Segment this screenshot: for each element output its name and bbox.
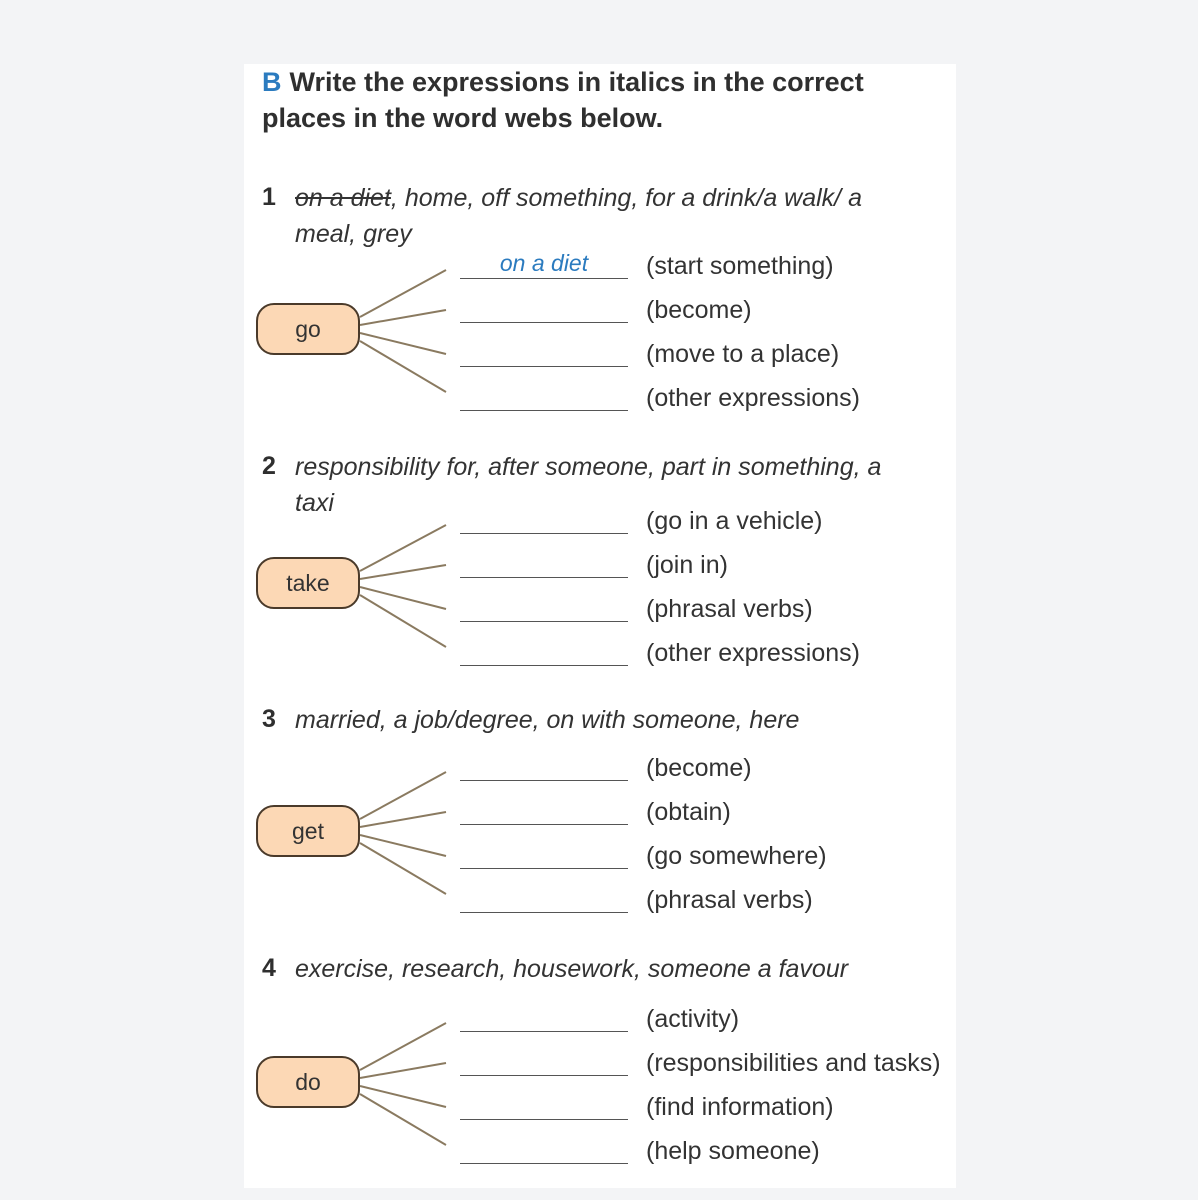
answer-blank[interactable]: [460, 278, 628, 279]
section-number: 2: [262, 452, 276, 480]
web-line: [360, 333, 446, 354]
category-label: (other expressions): [646, 384, 860, 412]
web-line: [360, 270, 446, 317]
category-label: (phrasal verbs): [646, 886, 813, 914]
answer-blank[interactable]: [460, 533, 628, 534]
category-label: (start something): [646, 252, 834, 280]
web-line: [360, 341, 446, 392]
verb-bubble: do: [256, 1056, 360, 1108]
struck-word: on a diet: [295, 184, 391, 212]
answer-blank[interactable]: [460, 577, 628, 578]
answer-blank[interactable]: [460, 410, 628, 411]
category-label: (phrasal verbs): [646, 595, 813, 623]
exercise-letter: B: [262, 67, 282, 97]
category-label: (go somewhere): [646, 842, 827, 870]
answer-blank[interactable]: [460, 1075, 628, 1076]
web-line: [360, 812, 446, 827]
answer-blank[interactable]: [460, 912, 628, 913]
category-label: (other expressions): [646, 639, 860, 667]
category-label: (obtain): [646, 798, 731, 826]
answer-blank[interactable]: [460, 868, 628, 869]
web-line: [360, 525, 446, 571]
answer-blank[interactable]: [460, 824, 628, 825]
word-list-text: married, a job/degree, on with someone, here: [295, 706, 800, 734]
web-line: [360, 587, 446, 609]
answer-blank[interactable]: [460, 1031, 628, 1032]
web-line: [360, 595, 446, 647]
category-label: (move to a place): [646, 340, 840, 368]
answer-blank[interactable]: [460, 780, 628, 781]
answer-blank[interactable]: [460, 621, 628, 622]
web-line: [360, 1023, 446, 1070]
category-label: (find information): [646, 1093, 834, 1121]
instruction-text: Write the expressions in italics in the correct places in the word webs below.: [262, 67, 864, 133]
web-line: [360, 1063, 446, 1078]
word-list-text: responsibility for, after someone, part in something, a taxi: [295, 453, 882, 517]
category-label: (become): [646, 296, 752, 324]
web-line: [360, 1094, 446, 1145]
web-line: [360, 772, 446, 819]
category-label: (activity): [646, 1005, 740, 1033]
category-label: (become): [646, 754, 752, 782]
answer-text: on a diet: [499, 250, 589, 276]
section-number: 3: [262, 705, 276, 733]
section-number: 4: [262, 954, 276, 982]
answer-blank[interactable]: [460, 366, 628, 367]
web-line: [360, 565, 446, 579]
answer-blank[interactable]: [460, 322, 628, 323]
category-label: (help someone): [646, 1137, 820, 1165]
category-label: (go in a vehicle): [646, 507, 823, 535]
category-label: (join in): [646, 551, 728, 579]
answer-blank[interactable]: [460, 665, 628, 666]
web-line: [360, 835, 446, 856]
answer-blank[interactable]: [460, 1119, 628, 1120]
word-list-text: , home, off something, for a drink/a walk/ a meal, grey: [295, 184, 862, 248]
web-line: [360, 843, 446, 894]
category-label: (responsibilities and tasks): [646, 1049, 941, 1077]
answer-blank[interactable]: [460, 1163, 628, 1164]
web-line: [360, 310, 446, 325]
section-number: 1: [262, 183, 276, 211]
verb-bubble: go: [256, 303, 360, 355]
verb-bubble: get: [256, 805, 360, 857]
web-line: [360, 1086, 446, 1107]
verb-bubble: take: [256, 557, 360, 609]
word-list-text: exercise, research, housework, someone a favour: [295, 955, 849, 983]
